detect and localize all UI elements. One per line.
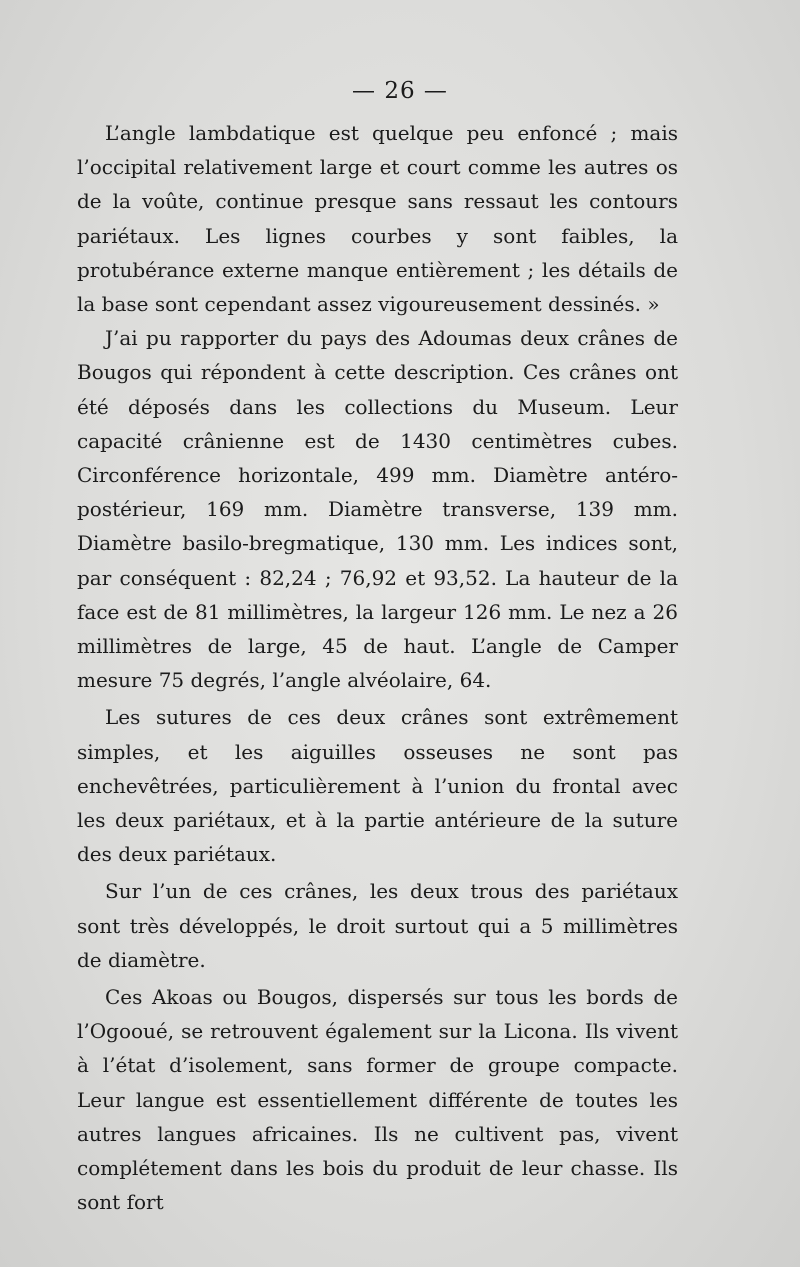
body-text xyxy=(77,116,678,1220)
page-number: — 26 — xyxy=(352,78,448,104)
paragraph-parietal-holes: Sur l’un de ces crânes, les deux trous des pariétaux sont très développés, le droit surtout qui a 5 millimètres de diamètre. xyxy=(77,879,678,972)
paragraph-occipital-description: L’angle lambdatique est quelque peu enfoncé ; mais l’occipital relativement large et court comme les autres os de la voûte, continue presque sans ressaut les contours pariétaux. Les lignes courbes y sont faibles, la protubérance externe manque entièrement ; les détails de la base sont cependant assez vigoureusement dessinés. » xyxy=(77,121,678,317)
paragraph-skull-measurements: J’ai pu rapporter du pays des Adoumas deux crânes de Bougos qui répondent à cette description. Ces crânes ont été déposés dans les collections du Museum. Leur capacité crânienne est de 1430 centimètres cubes. Circonférence horizontale, 499 mm. Diamètre antéro-postérieur, 169 mm. Diamètre transverse, 139 mm. Diamètre basilo-bregmatique, 130 mm. Les indices sont, par conséquent : 82,24 ; 76,92 et 93,52. La hauteur de la face est de 81 millimètres, la largeur 126 mm. Le nez a 26 millimètres de large, 45 de haut. L’angle de Camper mesure 75 degrés, l’angle alvéolaire, 64. xyxy=(77,326,678,693)
paragraph-sutures: Les sutures de ces deux crânes sont extrêmement simples, et les aiguilles osseuses ne sont pas enchevêtrées, particulièrement à l’union du frontal avec les deux pariétaux, et à la partie antérieure de la suture des deux pariétaux. xyxy=(77,705,678,867)
paragraph-akoas-bougos: Ces Akoas ou Bougos, dispersés sur tous les bords de l’Ogooué, se retrouvent également sur la Licona. Ils vivent à l’état d’isolement, sans former de groupe compacte. Leur langue est essentiellement différente de toutes les autres langues africaines. Ils ne cultivent pas, vivent complétement dans les bois du produit de leur chasse. Ils sont fort xyxy=(77,985,678,1215)
